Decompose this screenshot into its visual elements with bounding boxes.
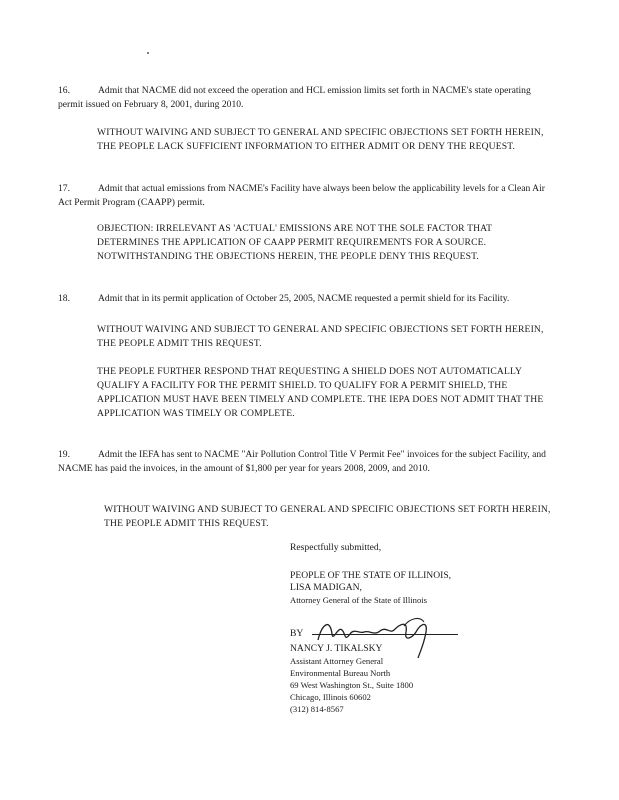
signer-name: NANCY J. TIKALSKY bbox=[290, 643, 383, 654]
response-19: WITHOUT WAIVING AND SUBJECT TO GENERAL AND SPECIFIC OBJECTIONS SET FORTH HEREIN, THE PEOPLE ADMIT THIS REQUEST. bbox=[104, 504, 551, 529]
address-line-2: Chicago, Illinois 60602 bbox=[290, 692, 371, 702]
request-text: Admit that NACME did not exceed the operation and HCL emission limits set forth in NACME's state operating permit issued on February 8, 2001, during 2010. bbox=[58, 85, 531, 110]
request-number: 17. bbox=[58, 183, 70, 194]
address-line-1: 69 West Washington St., Suite 1800 bbox=[290, 680, 414, 690]
closing: Respectfully submitted, bbox=[290, 542, 382, 553]
request-text: Admit the IEFA has sent to NACME "Air Pollution Control Title V Permit Fee" invoices for the subject Facility, and NACME has paid the invoices, in the amount of $1,800 per year for years 2008, 2009, and 2010. bbox=[58, 449, 546, 474]
request-number: 18. bbox=[58, 293, 70, 304]
request-19 bbox=[58, 448, 546, 476]
attorney-general: LISA MADIGAN, bbox=[290, 582, 362, 593]
request-16 bbox=[58, 84, 546, 112]
request-text: Admit that in its permit application of October 25, 2005, NACME requested a permit shield for its Facility. bbox=[98, 293, 510, 304]
request-17 bbox=[58, 182, 546, 210]
phone: (312) 814-8567 bbox=[290, 704, 344, 714]
bureau: Environmental Bureau North bbox=[290, 668, 391, 678]
page-speck bbox=[147, 52, 149, 54]
response-16: WITHOUT WAIVING AND SUBJECT TO GENERAL AND SPECIFIC OBJECTIONS SET FORTH HEREIN, THE PEOPLE LACK SUFFICIENT INFORMATION TO EITHER ADMIT OR DENY THE REQUEST. bbox=[97, 127, 544, 152]
signer-title: Assistant Attorney General bbox=[290, 656, 384, 666]
party-name: PEOPLE OF THE STATE OF ILLINOIS, bbox=[290, 570, 452, 581]
by-label: BY bbox=[290, 628, 304, 639]
request-number: 19. bbox=[58, 449, 70, 460]
response-18a: WITHOUT WAIVING AND SUBJECT TO GENERAL AND SPECIFIC OBJECTIONS SET FORTH HEREIN, THE PEOPLE ADMIT THIS REQUEST. bbox=[97, 324, 544, 349]
signature-block bbox=[290, 570, 451, 606]
response-18b: THE PEOPLE FURTHER RESPOND THAT REQUESTING A SHIELD DOES NOT AUTOMATICALLY QUALIFY A FACILITY FOR THE PERMIT SHIELD. TO QUALIFY FOR A PERMIT SHIELD, THE APPLICATION MUST HAVE BEEN TIMELY AND COMPLETE. THE IEPA DOES NOT ADMIT THAT THE APPLICATION WAS TIMELY OR COMPLETE. bbox=[97, 366, 544, 419]
response-17: OBJECTION: IRRELEVANT AS 'ACTUAL' EMISSIONS ARE NOT THE SOLE FACTOR THAT DETERMINES THE APPLICATION OF CAAPP PERMIT REQUIREMENTS FOR A SOURCE. NOTWITHSTANDING THE OBJECTIONS HEREIN, THE PEOPLE DENY THIS REQUEST. bbox=[97, 223, 493, 262]
ag-title: Attorney General of the State of Illinois bbox=[290, 595, 427, 605]
request-text: Admit that actual emissions from NACME's Facility have always been below the applicability levels for a Clean Air Act Permit Program (CAAPP) permit. bbox=[58, 183, 545, 208]
signer-block bbox=[290, 643, 413, 715]
request-number: 16. bbox=[58, 85, 70, 96]
request-18 bbox=[58, 292, 546, 306]
